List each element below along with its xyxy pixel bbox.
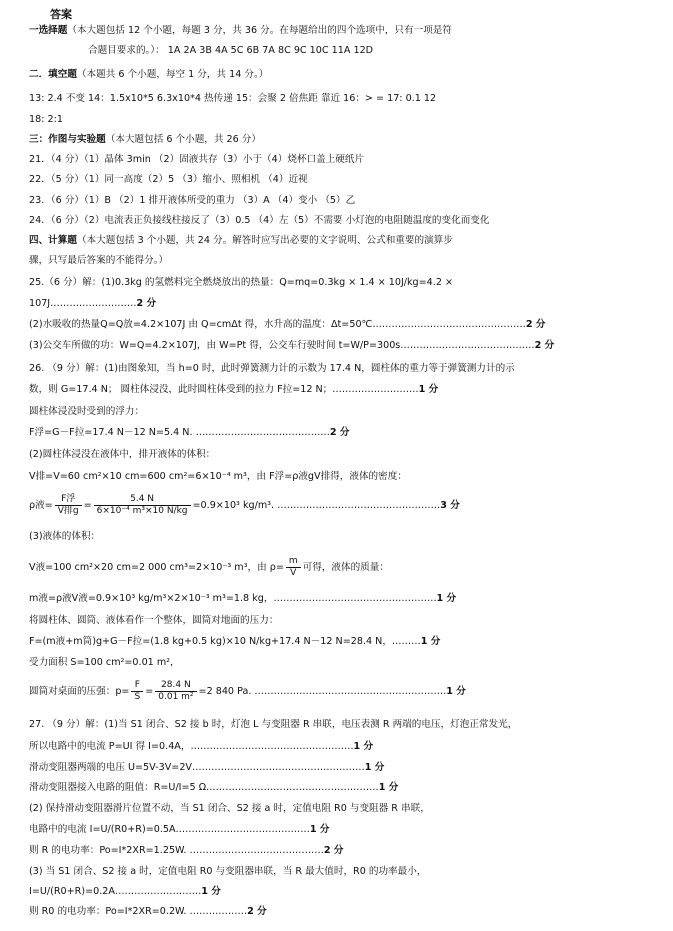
q26-line6: V排=V=60 cm²×10 cm=600 cm²=6×10⁻⁴ m³，由 F浮=ρ液gV排得，液体的密度： <box>29 471 407 482</box>
q27-line4-text: 滑动变阻器接入电路的阻值：R=U/I=5 Ω……………………………………………… <box>29 782 379 793</box>
q25-line2 <box>29 297 645 311</box>
q25-line3 <box>29 318 645 332</box>
fraction-numerator: 28.4 N <box>155 680 196 692</box>
q27-line9-text: I=U/(R0+R)=0.2A……………………… <box>29 886 202 897</box>
answer-q21: 21．（4 分）（1）晶体 3min （2）固液共存（3）小于（4）烧杯口盖上硬纸片 <box>29 154 365 165</box>
q27-line10 <box>29 905 645 919</box>
equals-sign: = <box>145 686 154 697</box>
section3-note: （本大题包括 6 个小题，共 26 分） <box>105 134 261 145</box>
answer-title: 答案 <box>50 8 72 21</box>
section1-text1: （本大题包括 12 个小题，每题 3 分，共 36 分。在每题给出的四个选项中，只有一项是符 <box>67 25 452 36</box>
fill-blank-answers-1: 13: 2.4 不变 14：1.5x10*5 6.3x10*4 热传递 15：会聚 2 倍焦距 靠近 16：> = 17: 0.1 12 <box>29 93 437 104</box>
section2-note: （本题共 6 个小题，每空 1 分，共 14 分。） <box>76 69 269 80</box>
q26-score6: 1 分 <box>446 686 466 697</box>
section1-line2: 合题目要求的。）： 1A 2A 3B 4A 5C 6B 7A 8C 9C 10C 11A 12D <box>88 45 374 56</box>
q27-line5: (2) 保持滑动变阻器滑片位置不动，当 S1 闭合、S2 接 a 时，定值电阻 R0 与变阻器 R 串联， <box>29 803 430 814</box>
q27-line3-text: 滑动变阻器两端的电压 U=5V-3V=2V……………………………………………… <box>29 762 365 773</box>
density-result: =0.9×10³ kg/m³. …………………………………………… <box>192 500 441 511</box>
q25-score1: 2 分 <box>136 298 157 309</box>
q27-line4 <box>29 781 645 795</box>
fraction-m-over-v <box>286 556 301 579</box>
q25-line4 <box>29 339 645 353</box>
fraction-denominator: 0.01 m² <box>158 691 194 702</box>
q25-score2: 2 分 <box>525 319 546 330</box>
q27-score2: 1 分 <box>364 762 385 773</box>
fraction-numerator: F <box>131 680 143 692</box>
q26-score2: 2 分 <box>329 427 350 438</box>
q26-score5: 1 分 <box>420 636 441 647</box>
section3-heading: 三：作图与实验题 <box>29 134 106 145</box>
q25-line1: 25.（6 分）解：(1)0.3kg 的氢燃料完全燃烧放出的热量：Q=mq=0.3kg × 1.4 × 10J/kg=4.2 × <box>29 277 454 288</box>
q26-line12-text: F=(m液+m筒)g+G－F拉=(1.8 kg+0.5 kg)×10 N/kg+17.4 N－12 N=28.4 N，……… <box>29 636 421 647</box>
q27-score5: 2 分 <box>323 845 344 856</box>
q27-score1: 1 分 <box>353 741 374 752</box>
section4-text1: （本大题包括 3 个小题，共 24 分。解答时应写出必要的文字说明、公式和重要的演算步 <box>76 235 453 246</box>
q27-score3: 1 分 <box>378 782 399 793</box>
fraction-numerator: m <box>286 556 301 568</box>
fraction-f-over-s <box>131 680 143 703</box>
q25-line2-text: 107J……………………… <box>29 298 137 309</box>
q26-line9-text: V液=100 cm²×20 cm=2 000 cm³=2×10⁻³ m³，由 ρ= <box>29 562 284 573</box>
q25-line4-text: (3)公交车所做的功：W=Q=4.2×107J，由 W=Pt 得，公交车行驶时间 t=W/P=300s…………………………………… <box>29 340 535 351</box>
q26-density-formula <box>29 490 645 522</box>
q26-pressure-formula <box>29 676 645 708</box>
fraction-numerator: F浮 <box>55 494 82 506</box>
q25-score3: 2 分 <box>534 340 555 351</box>
pressure-result: =2 840 Pa. …………………………………………………… <box>198 686 447 697</box>
q26-score3: 3 分 <box>440 500 460 511</box>
fraction-buoyancy-over-vg <box>55 494 82 517</box>
section3-line <box>29 133 645 147</box>
q26-score4: 1 分 <box>436 593 457 604</box>
fraction-numeric <box>94 494 191 517</box>
q27-line2-text: 所以电路中的电流 P=UI 得 I=0.4A，…………………………………………… <box>29 741 354 752</box>
q27-score6: 1 分 <box>201 886 221 897</box>
q26-line4-text: F浮=G－F拉=17.4 N－12 N=5.4 N. …………………………………… <box>29 427 330 438</box>
fraction-pressure-numeric <box>155 680 196 703</box>
q26-line10 <box>29 592 645 606</box>
q26-line13: 受力面积 S=100 cm²=0.01 m²， <box>29 657 180 668</box>
section1-line1 <box>29 24 645 38</box>
q26-line10-text: m液=ρ液V液=0.9×10³ kg/m³×2×10⁻³ m³=1.8 kg，…………………………………………… <box>29 593 437 604</box>
q26-line11: 将圆柱体、圆筒、液体看作一个整体，圆筒对地面的压力： <box>29 615 279 626</box>
section4-line1 <box>29 234 645 248</box>
fraction-denominator: V排g <box>57 505 79 516</box>
answer-q24: 24．（6 分）（2）电流表正负接线柱接反了（3）0.5 （4）左（5）不需要 小灯泡的电阻随温度的变化而变化 <box>29 215 490 226</box>
section4-heading: 四、计算题 <box>29 235 77 246</box>
q26-line4 <box>29 426 645 440</box>
fraction-denominator: V <box>290 567 297 578</box>
q26-line12 <box>29 635 645 649</box>
answer-q23: 23．（6 分）（1）B （2）1 排开液体所受的重力 （3）A （4）变小 （5）乙 <box>29 195 356 206</box>
density-lhs: ρ液= <box>29 500 53 511</box>
q25-line3-text: (2)水吸收的热量Q=Q放=4.2×107J 由 Q=cmΔt 得，水升高的温度：Δt=50℃………………………………………… <box>29 319 526 330</box>
q26-line2 <box>29 383 645 397</box>
section4-line2: 骤，只写最后答案的不能得分。） <box>29 255 169 266</box>
q26-line9 <box>29 555 645 581</box>
q26-line8: (3)液体的体积： <box>29 531 101 542</box>
q26-line2-text: 数，则 G=17.4 N； 圆柱体浸没，此时圆柱体受到的拉力 F拉=12 N；……………………… <box>29 384 419 395</box>
pressure-lhs: 圆筒对桌面的压强：p= <box>29 686 130 697</box>
q27-score7: 2 分 <box>247 906 267 917</box>
fraction-denominator: 6×10⁻⁴ m³×10 N/kg <box>96 505 188 516</box>
q27-line2 <box>29 740 645 754</box>
section1-heading: 一选择题 <box>29 25 68 36</box>
q27-line6-text: 电路中的电流 I=U/(R0+R)=0.5A…………………………………… <box>29 824 310 835</box>
q27-line10-text: 则 R0 的电功率：Po=I*2XR=0.2W. ……………… <box>29 906 248 917</box>
equals-sign: = <box>83 500 92 511</box>
q27-line7 <box>29 844 645 858</box>
q27-line7-text: 则 R 的电功率：Po=I*2XR=1.25W. …………………………………… <box>29 845 324 856</box>
answer-q22: 22．（5 分）（1）同一高度（2）5 （3）缩小、照相机 （4）近视 <box>29 174 308 185</box>
section2-line <box>29 68 645 82</box>
fraction-denominator: S <box>134 691 141 702</box>
fraction-numerator: 5.4 N <box>94 494 191 506</box>
section2-heading: 二．填空题 <box>29 69 77 80</box>
q26-line5: (2)圆柱体浸没在液体中，排开液体的体积： <box>29 449 216 460</box>
q26-line9-tail: 可得，液体的质量： <box>302 562 389 573</box>
q27-line9 <box>29 885 645 899</box>
q26-line1: 26. （9 分）解：(1)由图象知，当 h=0 时，此时弹簧测力计的示数为 17.4 N，圆柱体的重力等于弹簧测力计的示 <box>29 363 515 374</box>
q27-score4: 1 分 <box>309 824 330 835</box>
q27-line1: 27. （9 分）解：(1)当 S1 闭合、S2 接 b 时，灯泡 L 与变阻器 R 串联，电压表测 R 两端的电压，灯泡正常发光， <box>29 719 518 730</box>
q27-line3 <box>29 761 645 775</box>
fill-blank-answers-2: 18: 2:1 <box>29 114 63 125</box>
q27-line8: (3) 当 S1 闭合、S2 接 a 时，定值电阻 R0 与变阻器串联，当 R 最大值时，R0 的功率最小， <box>29 866 427 877</box>
q27-line6 <box>29 823 645 837</box>
q26-line3: 圆柱体浸没时受到的浮力： <box>29 406 145 417</box>
q26-score1: 1 分 <box>418 384 439 395</box>
